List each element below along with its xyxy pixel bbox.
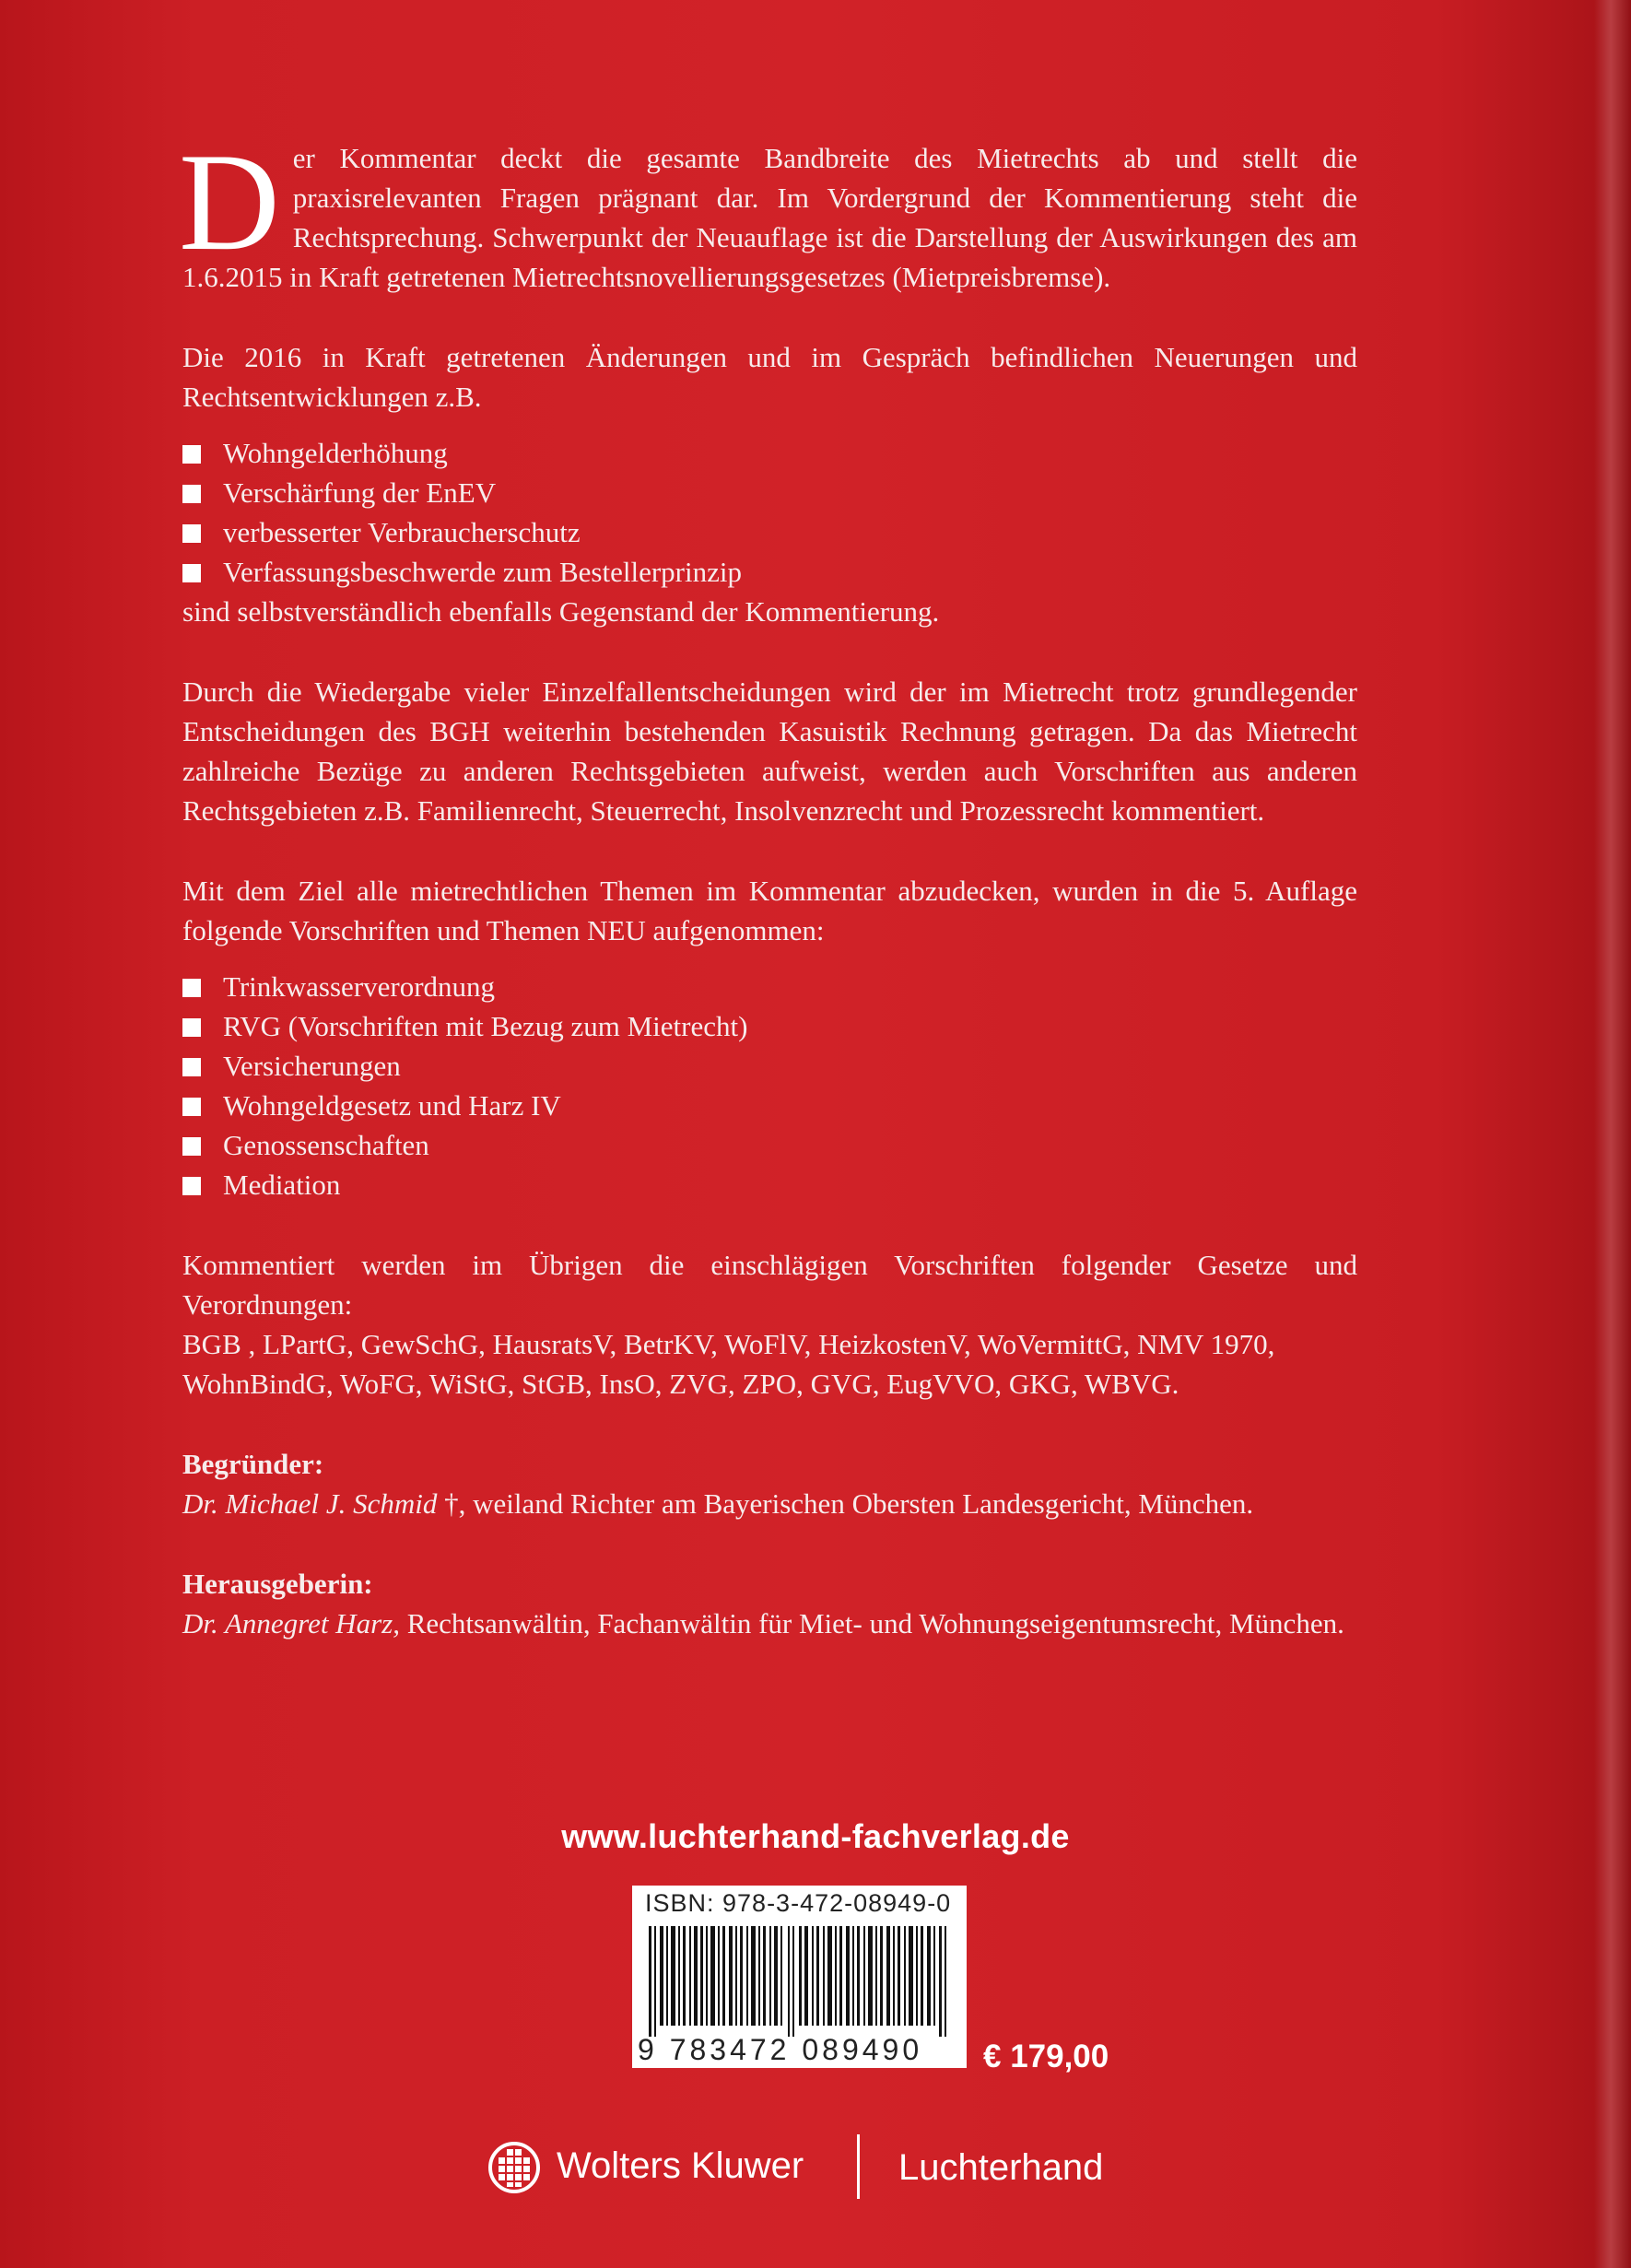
- square-bullet-icon: [182, 564, 201, 582]
- wolters-kluwer-name: Wolters Kluwer: [557, 2145, 804, 2186]
- list-item: Wohngelderhöhung: [182, 433, 1357, 473]
- square-bullet-icon: [182, 1177, 201, 1195]
- founder-name: Dr. Michael J. Schmid: [182, 1487, 438, 1520]
- founder-line: [182, 1484, 1357, 1523]
- square-bullet-icon: [182, 1098, 201, 1116]
- isbn-barcode: [632, 1886, 967, 2068]
- laws-list: BGB , LPartG, GewSchG, HausratsV, BetrKV, WoFlV, HeizkostenV, WoVermittG, NMV 1970, WohnBindG, WoFG, WiStG, StGB, InsO, ZVG, ZPO, GVG, EugVVO, GKG, WBVG.: [182, 1328, 1275, 1400]
- list-item: verbesserter Verbraucherschutz: [182, 512, 1357, 552]
- square-bullet-icon: [182, 979, 201, 997]
- changes-lead: Die 2016 in Kraft getretenen Änderungen und im Gespräch befindlichen Neuerungen und Rechtsentwicklungen z.B.: [182, 341, 1357, 413]
- changes-after: sind selbstverständlich ebenfalls Gegenstand der Kommentierung.: [182, 595, 940, 628]
- editor-line: [182, 1604, 1357, 1643]
- square-bullet-icon: [182, 1058, 201, 1076]
- publisher-website: www.luchterhand-fachverlag.de: [561, 1817, 1070, 1855]
- intro-paragraph: [179, 124, 1357, 297]
- isbn-label: ISBN: 978-3-472-08949-0: [645, 1889, 952, 1917]
- founder-label: Begründer:: [182, 1448, 324, 1480]
- list-item: Wohngeldgesetz und Harz IV: [182, 1086, 1357, 1125]
- publisher-logos: [488, 2134, 1133, 2199]
- square-bullet-icon: [182, 1137, 201, 1156]
- editor-name: Dr. Annegret Harz,: [182, 1607, 400, 1639]
- list-item: RVG (Vorschriften mit Bezug zum Mietrecht): [182, 1006, 1357, 1046]
- changes-list: [182, 433, 1357, 592]
- list-item: Verschärfung der EnEV: [182, 473, 1357, 512]
- wolters-kluwer-logo-icon: [488, 2142, 540, 2193]
- square-bullet-icon: [182, 1018, 201, 1037]
- logo-divider: [857, 2134, 860, 2199]
- list-item: Trinkwasserverordnung: [182, 967, 1357, 1006]
- list-item: Verfassungsbeschwerde zum Bestellerprinzip: [182, 552, 1357, 592]
- luchterhand-name: Luchterhand: [898, 2147, 1104, 2188]
- barcode-bars: [649, 1926, 953, 2037]
- list-item: Versicherungen: [182, 1046, 1357, 1086]
- intro-text: er Kommentar deckt die gesamte Bandbreite des Mietrechts ab und stellt die praxisrelevanten Fragen prägnant dar. Im Vordergrund der Kommentierung steht die Rechtsprechung. Schwerpunkt der Neuauflage ist die Darstellung der Auswirkungen des am 1.6.2015 in Kraft getretenen Mietrechtsnovellierungsgesetzes (Mietpreisbremse).: [182, 142, 1357, 293]
- cover-edge-highlight: [1594, 0, 1631, 2268]
- square-bullet-icon: [182, 445, 201, 464]
- laws-lead: Kommentiert werden im Übrigen die einschlägigen Vorschriften folgender Gesetze und Verordnungen:: [182, 1249, 1357, 1321]
- casuistry-paragraph: Durch die Wiedergabe vieler Einzelfallentscheidungen wird der im Mietrecht trotz grundlegender Entscheidungen des BGH weiterhin bestehenden Kasuistik Rechnung getragen. Da das Mietrecht zahlreiche Bezüge zu anderen Rechtsgebieten aufweist, werden auch Vorschriften aus anderen Rechtsgebieten z.B. Familienrecht, Steuerrecht, Insolvenzrecht und Prozessrecht kommentiert.: [182, 676, 1357, 827]
- square-bullet-icon: [182, 485, 201, 503]
- blurb: [179, 124, 1357, 1684]
- new-topics-lead: Mit dem Ziel alle mietrechtlichen Themen im Kommentar abzudecken, wurden in die 5. Auflage folgende Vorschriften und Themen NEU aufgenommen:: [182, 875, 1357, 946]
- square-bullet-icon: [182, 524, 201, 543]
- editor-label: Herausgeberin:: [182, 1568, 373, 1600]
- new-topics-list: [182, 967, 1357, 1205]
- dropcap: D: [179, 124, 280, 279]
- editor-detail: Rechtsanwältin, Fachanwältin für Miet- und Wohnungseigentumsrecht, München.: [399, 1607, 1344, 1639]
- list-item: Mediation: [182, 1165, 1357, 1205]
- price: € 179,00: [983, 2039, 1109, 2074]
- founder-detail: , weiland Richter am Bayerischen Obersten Landesgericht, München.: [458, 1487, 1254, 1520]
- founder-dagger: †: [444, 1487, 459, 1520]
- list-item: Genossenschaften: [182, 1125, 1357, 1165]
- barcode-digits: 9 783472 089490: [638, 2033, 923, 2066]
